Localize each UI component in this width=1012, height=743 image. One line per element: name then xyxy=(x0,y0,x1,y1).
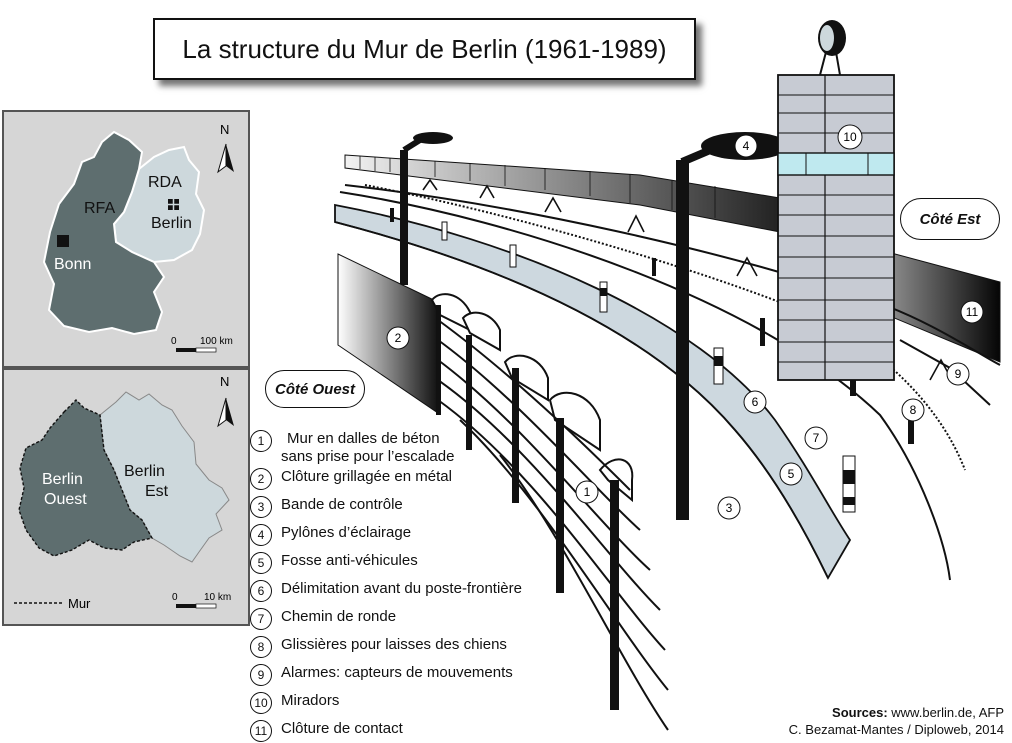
svg-text:1: 1 xyxy=(583,485,591,499)
label-west-berlin-2: Ouest xyxy=(44,491,87,508)
legend-label: Alarmes: capteurs de mouvements xyxy=(281,664,513,681)
label-east-berlin-1: Berlin xyxy=(124,463,165,480)
legend-wall-label: Mur xyxy=(68,596,91,611)
legend-number: 1 xyxy=(250,430,272,452)
svg-text:9: 9 xyxy=(954,367,962,381)
label-rfa: RFA xyxy=(84,200,116,217)
legend-label: Chemin de ronde xyxy=(281,608,397,625)
legend-number: 3 xyxy=(250,496,272,518)
legend-item-7 xyxy=(250,608,396,630)
legend-label: Pylônes d’éclairage xyxy=(281,524,412,541)
legend-number: 11 xyxy=(250,720,272,742)
label-berlin: Berlin xyxy=(151,215,192,232)
legend-item-4 xyxy=(250,524,411,546)
legend-item-3 xyxy=(250,496,403,518)
svg-text:11: 11 xyxy=(965,305,979,319)
legend-item-2 xyxy=(250,468,452,490)
legend-label: Clôture grillagée en métal xyxy=(281,468,452,485)
scale-zero: 0 xyxy=(171,336,177,347)
north-letter: N xyxy=(220,122,230,137)
legend-number: 9 xyxy=(250,664,272,686)
legend-item-9 xyxy=(250,664,513,686)
label-west-berlin-1: Berlin xyxy=(42,471,83,488)
sources xyxy=(789,704,1004,738)
svg-text:10: 10 xyxy=(843,130,857,144)
legend-label: Fosse anti-véhicules xyxy=(281,552,418,569)
credit-line: C. Bezamat-Mantes / Diploweb, 2014 xyxy=(788,722,1004,737)
legend-label: Glissières pour laisses des chiens xyxy=(281,636,507,653)
svg-text:7: 7 xyxy=(812,431,820,445)
scale-label-2: 10 km xyxy=(204,592,232,603)
sources-label: Sources: xyxy=(832,705,888,720)
legend-number: 2 xyxy=(250,468,272,490)
legend-number: 10 xyxy=(250,692,272,714)
legend-item-6 xyxy=(250,580,522,602)
watchtower xyxy=(778,20,894,380)
page-title: La structure du Mur de Berlin (1961-1989) xyxy=(153,18,696,80)
svg-text:4: 4 xyxy=(742,139,750,153)
legend-label: Mur en dalles de béton xyxy=(287,430,440,447)
legend-label: Bande de contrôle xyxy=(281,496,403,513)
label-bonn: Bonn xyxy=(54,256,92,273)
legend-label: Clôture de contact xyxy=(281,720,403,737)
legend-number: 7 xyxy=(250,608,272,630)
scale-label: 100 km xyxy=(200,336,233,347)
north-letter-2: N xyxy=(220,374,230,389)
legend-label: Délimitation avant du poste-frontière xyxy=(281,580,522,597)
scale-zero-2: 0 xyxy=(172,592,178,603)
svg-text:3: 3 xyxy=(725,501,733,515)
legend-item-11 xyxy=(250,720,403,742)
legend-label-2: sans prise pour l’escalade xyxy=(281,448,455,465)
west-side-label: Côté Ouest xyxy=(265,370,365,408)
legend-number: 4 xyxy=(250,524,272,546)
legend-item-1 xyxy=(250,430,454,466)
svg-text:6: 6 xyxy=(751,395,759,409)
legend-item-10 xyxy=(250,692,339,714)
east-side-label: Côté Est xyxy=(900,198,1000,240)
legend-label: Miradors xyxy=(281,692,340,709)
legend-item-8 xyxy=(250,636,507,658)
legend-number: 8 xyxy=(250,636,272,658)
sources-value: www.berlin.de, AFP xyxy=(887,705,1004,720)
label-rda: RDA xyxy=(148,174,182,191)
svg-text:2: 2 xyxy=(394,331,402,345)
legend-item-5 xyxy=(250,552,418,574)
svg-text:5: 5 xyxy=(787,467,795,481)
legend-number: 6 xyxy=(250,580,272,602)
legend-number: 5 xyxy=(250,552,272,574)
label-east-berlin-2: Est xyxy=(145,483,169,500)
svg-text:8: 8 xyxy=(909,403,917,417)
